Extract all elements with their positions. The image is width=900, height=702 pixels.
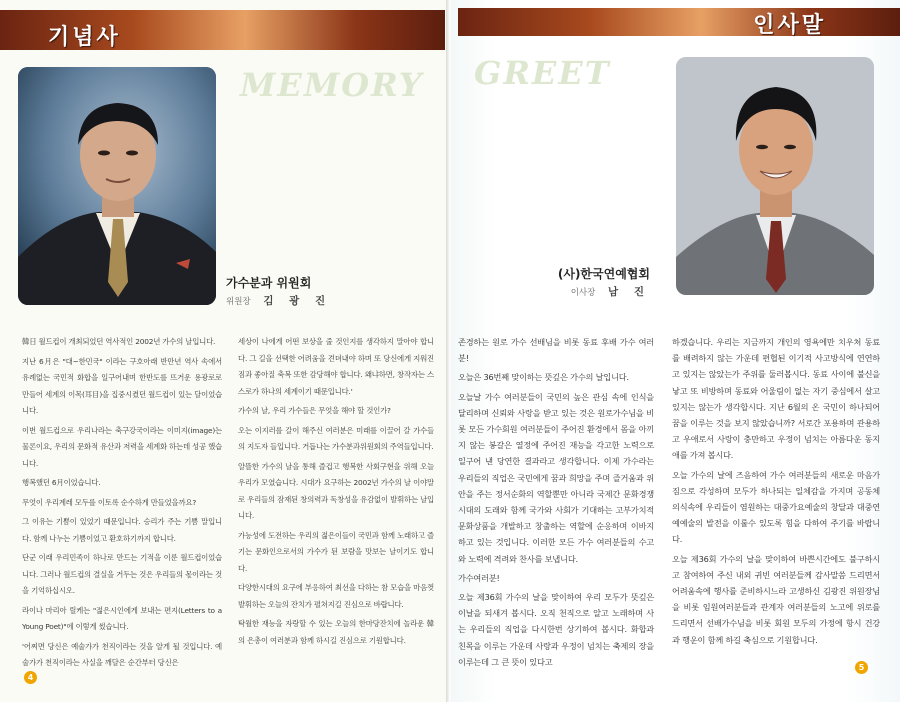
memory-watermark: MEMORY: [240, 66, 424, 104]
paragraph: 오늘 가수의 날에 즈음하여 가수 여러분들의 새로운 마음가짐으로 각성하며 모두가 하나되는 일체감을 가지며 공동체 의식속에 우리들이 염원하는 대중가요예술의 창달과 대중연예예술의 발전을 이룰수 있도록 힘을 다하여 주기를 바랍니다.: [672, 469, 880, 545]
paragraph: 단군 이래 우리민족이 하나로 만드는 기적을 이룬 월드컵이었습니다. 그러나 월드컵의 결실을 거두는 것은 우리들의 몫이라는 것을 기억하십시오.: [22, 553, 222, 595]
left-header-bar: [0, 10, 445, 50]
right-column-2: [672, 334, 880, 651]
chair-title: 위원장: [226, 297, 251, 307]
paragraph: '어찌면 당신은 예술가가 천직이라는 것을 알게 될 것입니다. 예술가가 천직이라는 사실을 깨달은 순간부터 당신은: [22, 641, 222, 667]
president-title: 이사장: [570, 288, 596, 298]
left-column-1: [22, 334, 222, 675]
right-column-1: [458, 334, 654, 673]
right-page: [452, 0, 900, 702]
paragraph: 탁월한 재능을 자랑할 수 있는 오늘의 한마당잔치에 놀라운 韓의 은총이 여러분과 함께 하시길 진심으로 기원합니다.: [238, 619, 434, 645]
right-header-bar: [458, 8, 900, 36]
right-caption: [558, 265, 650, 299]
paragraph: 존경하는 원로 가수 선배님을 비롯 동료 후배 가수 여러분!: [458, 337, 654, 364]
left-caption: [226, 274, 331, 308]
paragraph: 세상이 나에게 어떤 보상을 줄 것인지를 생각하지 말아야 합니다. 그 길을 선택한 어려움을 견뎌내야 하며 또 당신에게 지워진 짐과 좋아질 축복 또한 감당해야 합니다. 왜냐하면, 창작자는 스스로가 하나의 세계이기 때문입니다.': [238, 337, 434, 396]
right-header-title: 인사말: [753, 13, 826, 38]
paragraph: 무엇이 우리계레 모두를 이토록 순수하게 만들었을까요?: [22, 497, 197, 507]
paragraph: 그 이유는 기쁨이 있었기 때문입니다. 승리가 주는 기쁨 말입니다. 함께 나누는 기쁨이었고 환호하기까지 합니다.: [22, 517, 222, 543]
paragraph: 가수여러분!: [458, 572, 500, 583]
paragraph: 韓日 월드컵이 개최되었던 역사적인 2002년 가수의 날입니다.: [22, 337, 216, 346]
association-president-photo: [676, 57, 874, 295]
paragraph: 하겠습니다. 우리는 지금까지 개인의 영욕에만 치우쳐 동료를 배려하지 않는 가운데 편협된 이기적 사고방식에 연연하고 있지는 않았는가 주위를 둘러봅시다. 동료 사이에 불신을 낳고 또 비방하며 동료와 어울림이 없는 자기 중심에서 살고 있지는 않는가 생각합시다. 지난 6월의 온 국민이 하나되어 꿈을 이루는 것을 보지 않았습니까? 서로간 포용하며 관용하고 우애로서 사랑이 충만하고 우정이 넘치는 아름다운 동지애를 가져 봅시다.: [672, 337, 880, 461]
paragraph: 이번 월드컵으로 우리나라는 축구강국이라는 이미지(image)는 물론이요, 우리의 문화적 유산과 저력을 세계화 하는데 성공 했습니다.: [22, 425, 222, 468]
left-column-2: [238, 334, 434, 652]
paragraph: 오늘 제36회 가수의 날을 맞이하여 바쁜시간에도 불구하시고 참여하여 주신 내외 귀빈 여러분들께 감사말씀 드리면서 어려움속에 행사를 준비하시느라 고생하신 김광진 위원장님을 비롯 임원여러분들과 관계자 여러분들의 노고에 위로를 드리면서 선배가수님을 비롯 회원 모두의 가정에 항시 건강과 행운이 함께 하길 축심으로 기원합니다.: [672, 553, 880, 645]
left-header-title: 기념사: [48, 25, 121, 50]
paragraph: 지난 6月은 "대~한민국" 이라는 구호아래 반만년 역사 속에서 유례없는 국민적 화합을 일구어내며 한반도를 뜨거운 용광로로 만들어 세계의 이목(耳目)을 집중시켰던 월드컵이 있는 달이었습니다.: [22, 356, 222, 415]
paragraph: 가능성에 도전하는 우리의 젊은이들이 국민과 함께 노래하고 즐기는 문화인으로서의 가수가 된 보람을 맛보는 날이기도 합니다.: [238, 530, 434, 573]
paragraph: 행복했던 6月이었습니다.: [22, 478, 101, 487]
president-name: 남 진: [608, 286, 650, 298]
paragraph: 오늘은 36번째 맞이하는 뜻깊은 가수의 날입니다.: [458, 372, 629, 383]
committee-chair-photo: [18, 67, 216, 305]
paragraph: 가수의 날, 우리 가수들은 무엇을 해야 할 것인가?: [238, 406, 391, 415]
paragraph: 라이나 마리아 릴케는 "젊은시인에게 보내는 편지(Letters to a Young Poet)"에 이렇게 썼습니다.: [22, 605, 222, 631]
paragraph: 알뜰한 가수의 날을 통해 즐겁고 행복한 사회구현을 위해 오늘 우리가 모였습니다. 시대가 요구하는 2002년 가수의 날 이야말로 우리들의 잠재된 창의력과 독창성을 유감없이 발휘하는 날입니다.: [238, 461, 434, 520]
chair-name: 김 광 진: [263, 295, 332, 307]
paragraph: 다양한시대의 요구에 부응하여 최선을 다하는 참 모습을 마음껏 발휘하는 오늘의 잔치가 펼쳐지길 진심으로 바랍니다.: [238, 583, 434, 609]
page-number-right: 5: [855, 661, 868, 674]
paragraph: 오늘날 가수 여러분들이 국민의 높은 관심 속에 인식을 달리하며 신뢰와 사랑을 받고 있는 것은 원로가수님을 비롯 모든 가수회원 여러분들이 주어진 환경에서 몸을 아끼지 않는 봉갈은 열정에 주어진 재능을 각고한 노력으로 일구어 낸 당연한 결과라고 생각합니다. 이제 가수라는 우리들의 직업은 국민에게 꿈과 희망을 주며 즐거움과 위안을 주는 정서순화의 역할뿐만 아니라 국제간 문화경쟁시대의 도래와 함께 국가와 사회가 기대하는 고부가치적 문화상품을 개발하고 창출하는 역할에 순응하며 이바지하고 있는 것입니다. 이러한 모든 가수 여러분들의 수고와 노력에 격려와 찬사를 보냅니다.: [458, 391, 654, 564]
left-page: [0, 0, 448, 702]
greet-watermark: GREET: [474, 54, 611, 92]
paragraph: 오늘 제36회 가수의 날을 맞이하여 우리 모두가 뜻깊은 이날을 되새겨 봅시다. 오직 천직으로 알고 노래하며 사는 우리들의 직업을 다시한번 상기하여 봅시다. 화합과 친목을 이루는 가운데 사랑과 우정이 넘치는 축제의 장을 이루는데 그 큰 뜻이 있다고: [458, 592, 654, 667]
page-number-left: 4: [24, 671, 37, 684]
chair-line: [226, 293, 331, 308]
paragraph: 오는 이지러를 갈이 해주신 여러분은 미래를 이끌어 갈 가수들의 지도자 들입니다. 거듭나는 가수분과위원회의 주역들입니다.: [238, 425, 434, 451]
committee-name: 가수분과 위원회: [226, 276, 312, 290]
president-line: [558, 284, 650, 299]
association-name: (사)한국연예협회: [557, 267, 650, 281]
